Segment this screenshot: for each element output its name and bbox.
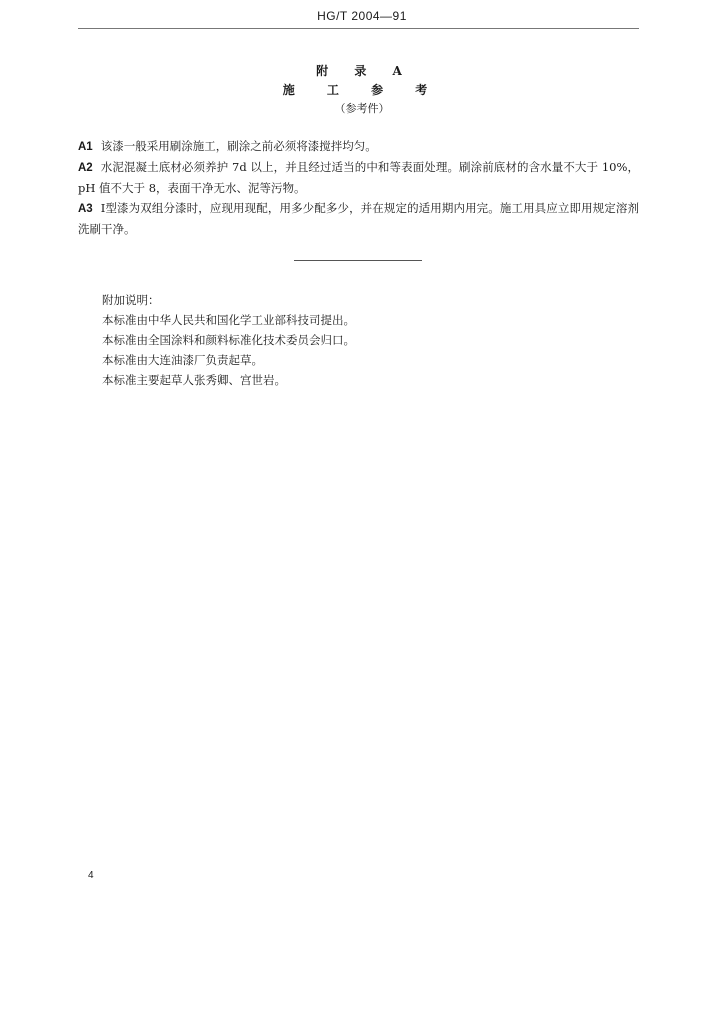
clause-text: 水泥混凝土底材必须养护 7d 以上，并且经过适当的中和等表面处理。刷涂前底材的含水量不大于 10%，pH 值不大于 8，表面干净无水、泥等污物。 — [78, 160, 639, 195]
clause-number: A3 — [78, 203, 93, 215]
notes-line: 本标准由大连油漆厂负责起草。 — [102, 353, 263, 367]
section-divider — [294, 260, 422, 261]
notes-line: 本标准由全国涂料和颜料标准化技术委员会归口。 — [102, 333, 355, 347]
clause-a1 — [78, 136, 639, 157]
appendix-note: （参考件） — [334, 102, 390, 115]
appendix-subtitle: 施 工 参 考 — [282, 83, 442, 97]
additional-notes — [102, 290, 622, 390]
clause-number: A2 — [78, 162, 93, 174]
notes-line: 本标准主要起草人张秀卿、宫世岩。 — [102, 373, 286, 387]
clause-list — [78, 136, 639, 239]
clause-a2 — [78, 157, 639, 198]
header-rule — [78, 28, 639, 29]
clause-text: Ⅰ型漆为双组分漆时，应现用现配，用多少配多少，并在规定的适用期内用完。施工用具应立即用规定溶剂洗刷干净。 — [78, 201, 639, 236]
notes-line: 本标准由中华人民共和国化学工业部科技司提出。 — [102, 313, 355, 327]
clause-a3 — [78, 198, 639, 239]
standard-code: HG/T 2004—91 — [317, 9, 407, 23]
clause-number: A1 — [78, 141, 93, 153]
page-number: 4 — [88, 870, 94, 881]
appendix-title: 附 录 A — [316, 64, 408, 78]
notes-heading: 附加说明： — [102, 293, 160, 307]
clause-text: 该漆一般采用刷涂施工，刷涂之前必须将漆搅拌均匀。 — [100, 139, 377, 153]
